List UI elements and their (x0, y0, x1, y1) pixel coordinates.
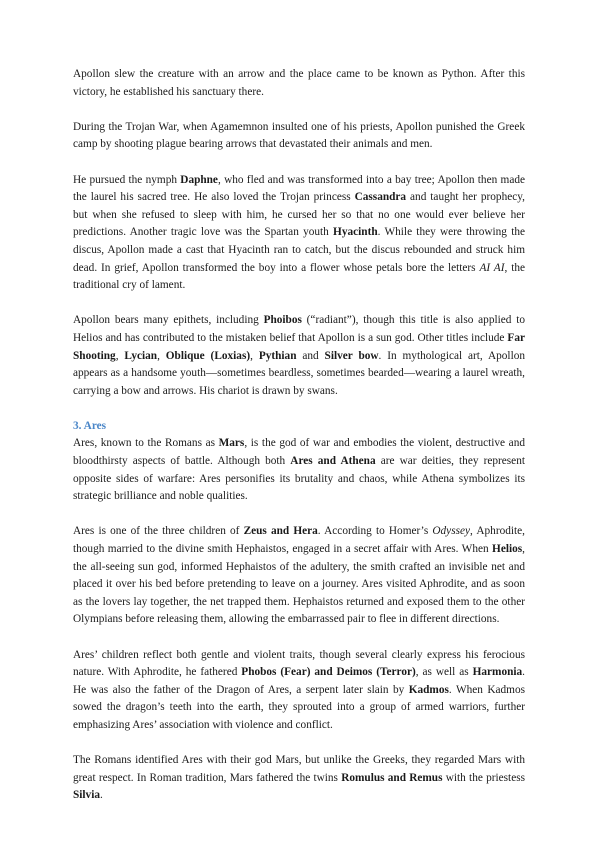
text-run: , is the god of war and embodies the violent, destructive and bloodthirsty aspects of battle. Although both (73, 437, 525, 468)
text-run: and (296, 349, 325, 362)
text-run: . In mythological art, Apollon appears as a handsome youth—sometimes beardless, sometimes bearded—wearing a laurel wreath, carrying a bow and arrows. His chariot is drawn by swans. (73, 349, 526, 397)
italic-term: Odyssey (432, 525, 471, 538)
section-heading-ares: 3. Ares (73, 419, 107, 432)
text-run: , the all-seeing sun god, informed Hephaistos of the adultery, the smith crafted an invisible net and placed it over his bed before pretending to leave on a journey. Ares visited Aphrodite, and as soon as the lovers lay together, the net trapped them. Hephaistos returned and exposed them to the other Olympians before releasing them, allowing the embarrassed pair to flee in different directions. (73, 543, 525, 626)
text-run: and taught her prophecy, but when she refused to sleep with him, he cursed her so that no one would ever believe her predictions. Another tragic love was the Spartan youth (73, 191, 525, 239)
bold-term: Kadmos (408, 683, 449, 696)
bold-term: Zeus and Hera (243, 525, 318, 538)
text-run: Apollon slew the creature with an arrow and the place came to be known as Python. After this victory, he established his sanctuary there. (73, 68, 525, 98)
paragraph (73, 752, 525, 805)
text-run: , (250, 349, 259, 362)
text-run: During the Trojan War, when Agamemnon insulted one of his priests, Apollon punished the Greek camp by shooting plague bearing arrows that devastated their animals and men. (73, 120, 525, 151)
text-run: He pursued the nymph (73, 173, 181, 186)
text-run: , who fled and was transformed into a bay tree; Apollon then made the laurel his sacred tree. He also loved the Trojan princess (73, 173, 525, 204)
bold-term: Oblique (Loxias) (165, 349, 251, 362)
text-run: . He was also the father of the Dragon of Ares, a serpent later slain by (73, 666, 525, 696)
text-run: are war deities, they represent opposite sides of warfare: Ares personifies its brutality and chaos, while Athena symbolizes its strategic brilliance and noble qualities. (73, 455, 525, 503)
paragraph (73, 647, 525, 735)
bold-term: Far Shooting (73, 331, 525, 362)
paragraph (73, 435, 525, 505)
ares-section (73, 435, 525, 804)
bold-term: Phoibos (263, 314, 302, 327)
bold-term: Pythian (258, 349, 297, 362)
text-run: , (115, 349, 125, 362)
bold-term: Romulus and Remus (341, 771, 443, 784)
apollon-section (73, 66, 525, 400)
text-run: . While they were throwing the discus, Apollon made a cast that Hyacinth ran to catch, but the discus rebounded and struck him dead. In grief, Apollon transformed the boy into a flower whose petals bore the letters (73, 226, 525, 274)
text-run: The Romans identified Ares with their god Mars, but unlike the Greeks, they regarded Mars with great respect. In Roman tradition, Mars fathered the twins (73, 754, 525, 784)
paragraph (73, 119, 525, 154)
text-run: (“radiant”), though this title is also applied to Helios and has contributed to the mistaken belief that Apollon is a sun god. Other titles include (73, 314, 525, 344)
text-run: . According to Homer’s (317, 525, 433, 538)
italic-term: AI AI (479, 261, 505, 274)
bold-term: Mars (218, 437, 245, 450)
text-run: , the traditional cry of lament. (73, 261, 525, 292)
paragraph (73, 312, 525, 400)
bold-term: Daphne (180, 173, 218, 186)
text-run: with the priestess (442, 771, 525, 784)
text-run: , Aphrodite, though married to the divine smith Hephaistos, engaged in a secret affair with Ares. When (73, 525, 526, 556)
bold-term: Harmonia (472, 666, 523, 679)
text-run: . (100, 789, 103, 802)
paragraph (73, 523, 525, 629)
document-body (73, 66, 525, 823)
bold-term: Lycian (124, 349, 158, 362)
text-run: Ares, known to the Romans as (73, 437, 219, 450)
paragraph (73, 66, 525, 101)
paragraph (73, 172, 525, 295)
text-run: Apollon bears many epithets, including (73, 314, 264, 327)
bold-term: Silvia (73, 789, 100, 802)
bold-term: Phobos (Fear) and Deimos (Terror) (241, 666, 416, 679)
bold-term: Silver bow (324, 349, 379, 362)
text-run: , as well as (415, 666, 473, 679)
bold-term: Helios (492, 543, 523, 556)
text-run: Ares’ children reflect both gentle and violent traits, though several clearly express his ferocious nature. With Aphrodite, he fathered (73, 648, 525, 679)
bold-term: Hyacinth (333, 226, 378, 239)
text-run: . When Kadmos sowed the dragon’s teeth into the earth, they sprouted into a group of armed warriors, further emphasizing Ares’ association with violence and conflict. (73, 683, 525, 731)
bold-term: Ares and Athena (290, 455, 376, 468)
text-run: Ares is one of the three children of (73, 525, 244, 538)
text-run: , (157, 349, 166, 362)
bold-term: Cassandra (354, 191, 407, 204)
